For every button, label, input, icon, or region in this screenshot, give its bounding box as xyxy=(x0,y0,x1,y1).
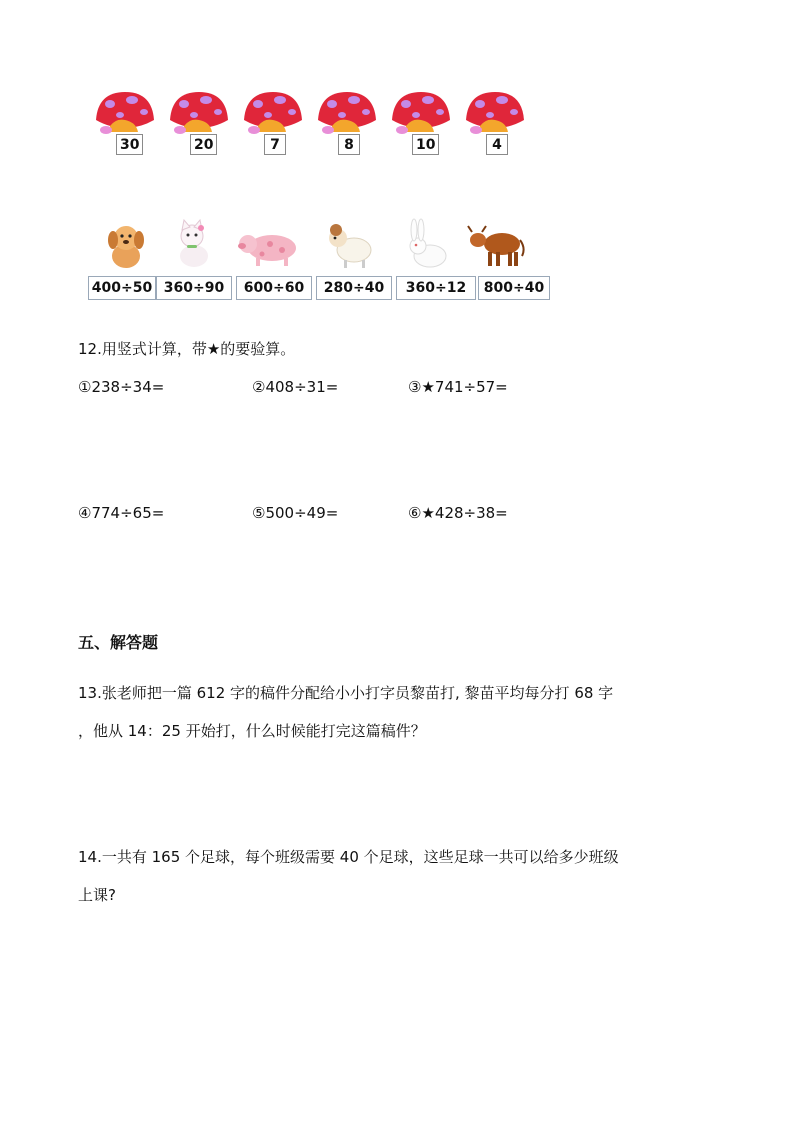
sheep-icon xyxy=(320,218,380,270)
mushroom-card xyxy=(462,90,528,162)
expression-box: 600÷60 xyxy=(236,276,312,300)
mushroom-card xyxy=(166,90,232,162)
kitten-icon xyxy=(162,218,222,270)
mushroom-card xyxy=(388,90,454,162)
expression-box: 400÷50 xyxy=(88,276,156,300)
calc-item: ⑤500÷49= xyxy=(252,504,339,522)
mushroom-number: 7 xyxy=(264,134,286,155)
mushroom-number: 4 xyxy=(486,134,508,155)
cow-icon xyxy=(466,218,526,270)
expression-box: 360÷90 xyxy=(156,276,232,300)
rabbit-icon xyxy=(398,218,458,270)
puppy-icon xyxy=(96,218,156,270)
mushroom-number: 30 xyxy=(116,134,143,155)
expression-box: 360÷12 xyxy=(396,276,476,300)
calc-item: ⑥★428÷38= xyxy=(408,504,508,522)
expression-box: 280÷40 xyxy=(316,276,392,300)
calc-item: ②408÷31= xyxy=(252,378,339,396)
calc-item: ①238÷34= xyxy=(78,378,165,396)
question-14-line-2: 上课? xyxy=(78,886,116,904)
calc-item: ④774÷65= xyxy=(78,504,165,522)
calc-item: ③★741÷57= xyxy=(408,378,508,396)
question-13-line-1: 13.张老师把一篇 612 字的稿件分配给小小打字员黎苗打, 黎苗平均每分打 68 字 xyxy=(78,684,614,702)
mushroom-card xyxy=(240,90,306,162)
mushroom-card xyxy=(314,90,380,162)
pig-icon xyxy=(234,218,294,270)
mushroom-number: 10 xyxy=(412,134,439,155)
expression-box: 800÷40 xyxy=(478,276,550,300)
mushroom-number: 20 xyxy=(190,134,217,155)
section-heading: 五、解答题 xyxy=(78,633,159,652)
mushroom-card xyxy=(92,90,158,162)
question-13-line-2: ，他从 14：25 开始打，什么时候能打完这篇稿件？ xyxy=(78,722,426,740)
mushroom-number: 8 xyxy=(338,134,360,155)
question-12-title: 12.用竖式计算，带★的要验算。 xyxy=(78,340,296,358)
question-14-line-1: 14.一共有 165 个足球，每个班级需要 40 个足球，这些足球一共可以给多少班级 xyxy=(78,848,619,866)
